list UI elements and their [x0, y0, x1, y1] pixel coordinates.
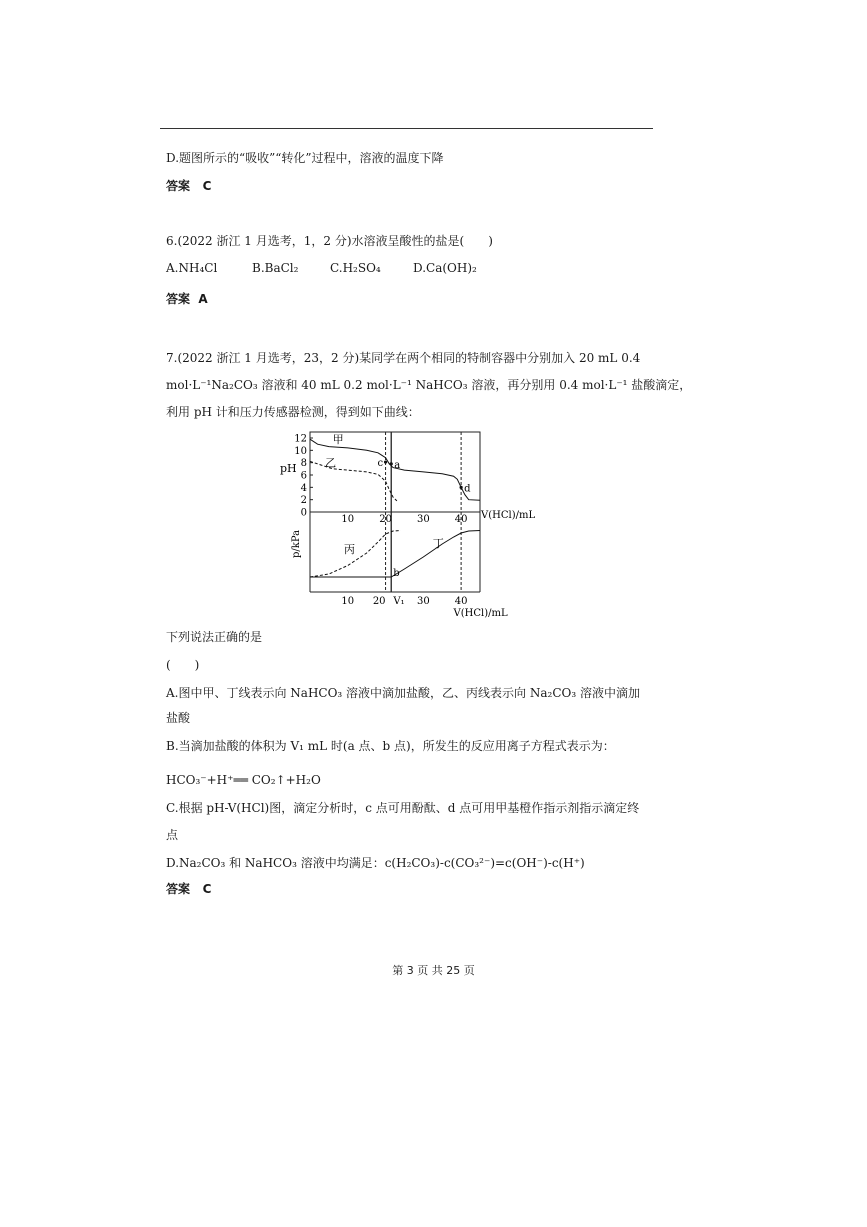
ph-point-label-c: c — [377, 458, 384, 470]
pressure-x-tick-label: 20 — [372, 596, 386, 607]
ph-y-tick-label: 8 — [300, 458, 307, 470]
ph-axis-label: pH — [280, 462, 297, 475]
header-rule — [160, 128, 653, 129]
ph-point-c — [384, 460, 387, 463]
ph-chart — [280, 432, 535, 525]
q7-prompt: 下列说法正确的是 — [166, 630, 263, 644]
q7-paren: ( ) — [166, 658, 200, 672]
titration-figure — [272, 428, 542, 618]
ph-point-label-a: a — [394, 459, 401, 471]
ph-y-tick-label: 4 — [300, 482, 307, 494]
q7-option-b-equation: HCO₃⁻+H⁺══ CO₂↑+H₂O — [166, 773, 321, 787]
q7-option-b-line1: B.当滴加盐酸的体积为 V₁ mL 时(a 点、b 点)，所发生的反应用离子方程式表示为： — [166, 739, 615, 753]
q7-answer — [166, 881, 211, 897]
ph-y-tick-label: 2 — [300, 495, 307, 507]
pressure-x-tick-label: 30 — [416, 596, 430, 607]
q6-option-a: A.NH₄Cl — [166, 261, 218, 275]
q7-stem-line1: 7.(2022 浙江 1 月选考，23，2 分)某同学在两个相同的特制容器中分别加入 20 mL 0.4 — [166, 351, 641, 365]
q6-option-b: B.BaCl₂ — [252, 261, 299, 275]
pressure-x-axis-label: V(HCl)/mL — [453, 608, 508, 618]
pressure-series-line-丙 — [310, 531, 401, 578]
q7-option-a-line2: 盐酸 — [166, 711, 191, 725]
series-label-bing: 丙 — [344, 543, 355, 556]
answer-value: C — [202, 882, 212, 896]
ph-y-tick-label: 12 — [294, 433, 307, 445]
q7-stem-line2: mol·L⁻¹Na₂CO₃ 溶液和 40 mL 0.2 mol·L⁻¹ NaHCO₃ 溶液，再分别用 0.4 mol·L⁻¹ 盐酸滴定， — [166, 378, 692, 392]
pressure-x-tick-label: 10 — [341, 596, 355, 607]
answer-label: 答案 — [166, 292, 191, 306]
ph-x-tick-label: 20 — [379, 514, 392, 525]
q5-option-d: D.题图所示的“吸收”“转化”过程中，溶液的温度下降 — [166, 151, 444, 165]
ph-x-tick-label: 10 — [341, 514, 355, 525]
pressure-chart — [291, 512, 508, 618]
pressure-point-label-b: b — [393, 568, 400, 579]
q6-option-d: D.Ca(OH)₂ — [413, 261, 477, 275]
series-label-ding: 丁 — [432, 537, 444, 550]
ph-x-tick-label: 30 — [416, 514, 430, 525]
answer-label: 答案 — [166, 179, 191, 193]
ph-y-tick-label: 0 — [300, 507, 307, 519]
ph-y-tick-label: 10 — [294, 445, 307, 457]
pressure-x-tick-label: 40 — [454, 596, 468, 607]
ph-x-tick-label: 40 — [454, 514, 468, 525]
series-label-jia: 甲 — [332, 432, 344, 446]
q6-answer — [166, 291, 208, 307]
pressure-axis-label: p/kPa — [291, 529, 302, 558]
series-label-yi: 乙 — [325, 456, 337, 470]
ph-point-label-d: d — [464, 483, 471, 495]
ph-x-axis-label: V(HCl)/mL — [481, 510, 536, 521]
answer-label: 答案 — [166, 882, 191, 896]
ph-point-d — [460, 486, 463, 489]
q6-option-c: C.H₂SO₄ — [330, 261, 381, 275]
q7-stem-line3: 利用 pH 计和压力传感器检测，得到如下曲线： — [166, 405, 420, 419]
q6-stem: 6.(2022 浙江 1 月选考，1，2 分)水溶液呈酸性的盐是( ) — [166, 234, 493, 248]
page-footer: 第 3 页 共 25 页 — [392, 964, 475, 977]
q7-option-d: D.Na₂CO₃ 和 NaHCO₃ 溶液中均满足：c(H₂CO₃)-c(CO₃²⁻)=c(OH⁻)-c(H⁺) — [166, 856, 585, 870]
q7-option-c-line2: 点 — [166, 828, 179, 842]
ph-series-line-乙 — [310, 461, 397, 501]
answer-value: A — [198, 292, 208, 306]
pressure-x-tick-label: V₁ — [393, 596, 405, 607]
q7-option-a-line1: A.图中甲、丁线表示向 NaHCO₃ 溶液中滴加盐酸，乙、丙线表示向 Na₂CO₃ 溶液中滴加 — [166, 686, 640, 700]
answer-value: C — [202, 179, 212, 193]
ph-y-tick-label: 6 — [300, 470, 307, 482]
q5-answer — [166, 178, 211, 194]
q7-option-c-line1: C.根据 pH-V(HCl)图，滴定分析时，c 点可用酚酞、d 点可用甲基橙作指示剂指示滴定终 — [166, 801, 640, 815]
ph-point-a — [390, 462, 393, 465]
